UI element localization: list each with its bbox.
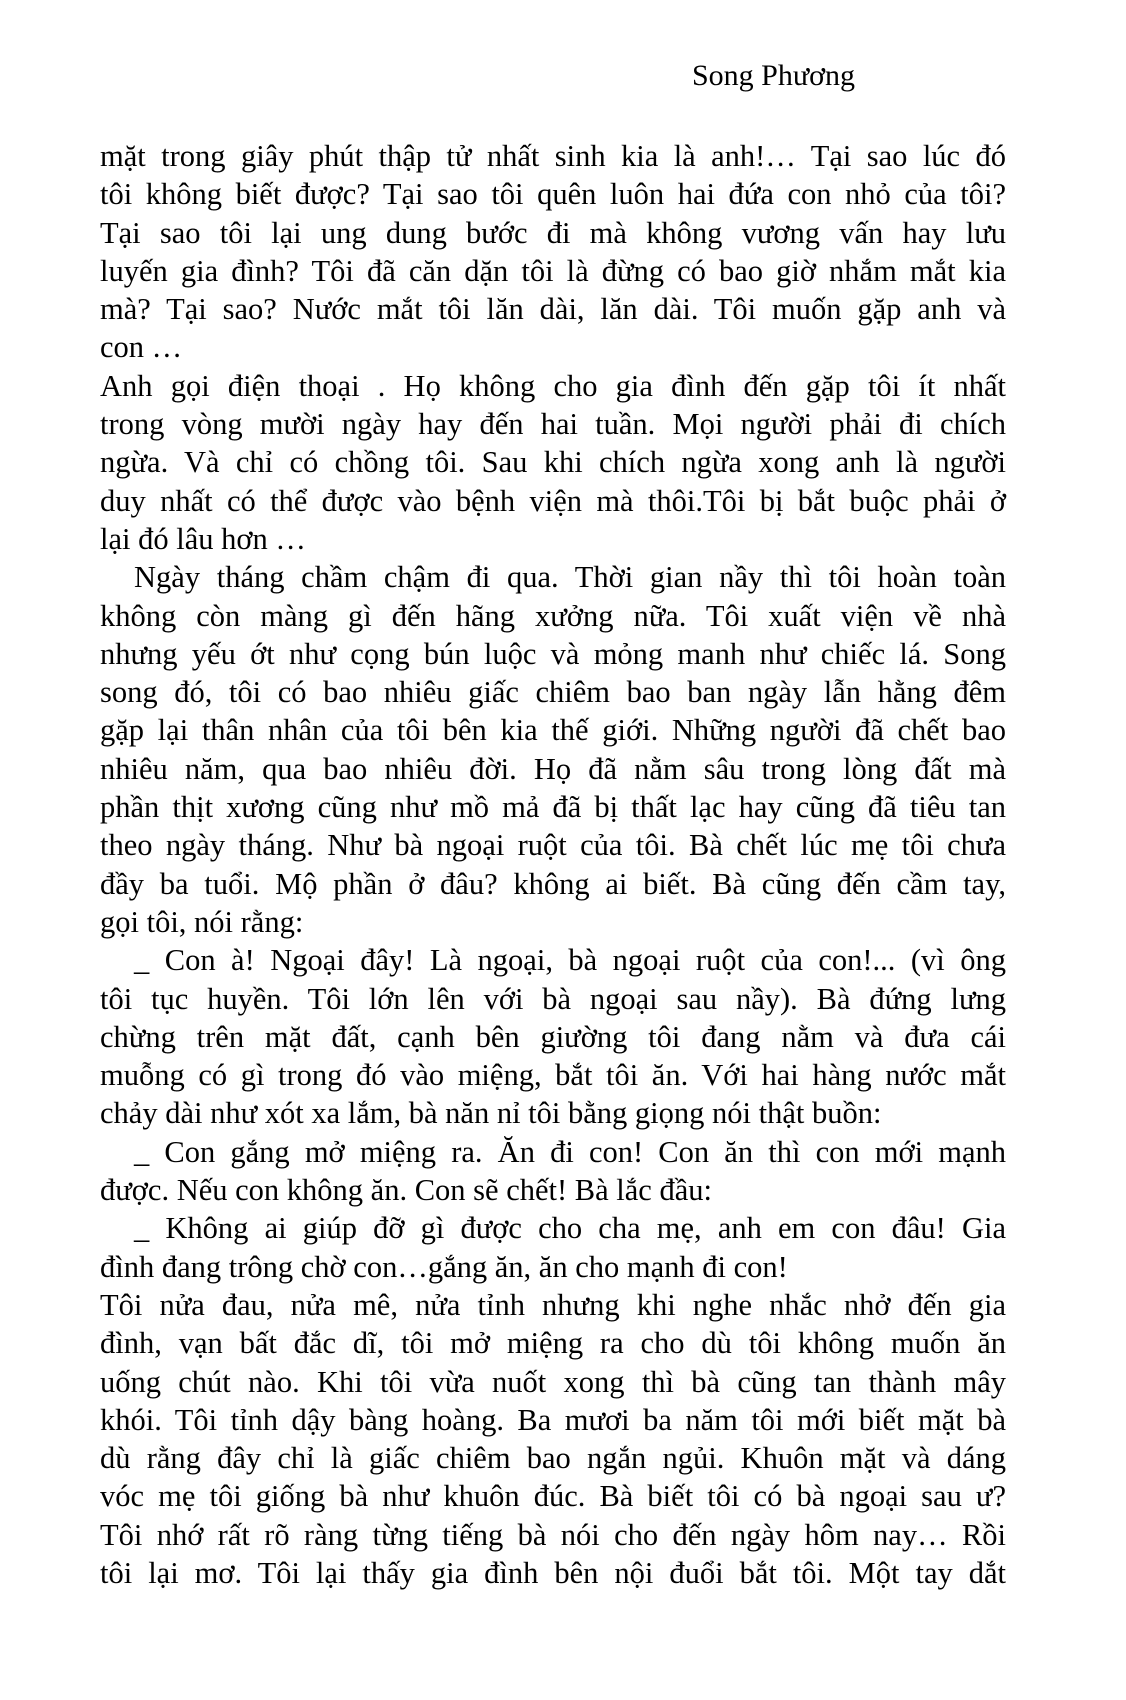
text-line: Tôi nhớ rất rõ ràng từng tiếng bà nói cho đến ngày hôm nay… Rồi <box>100 1517 1006 1552</box>
text-line: Anh gọi điện thoại . Họ không cho gia đình đến gặp tôi ít nhất <box>100 368 1006 403</box>
text-line: được. Nếu con không ăn. Con sẽ chết! Bà lắc đầu: <box>100 1173 712 1208</box>
text-line: mà? Tại sao? Nước mắt tôi lăn dài, lăn dài. Tôi muốn gặp anh và <box>100 292 1006 327</box>
text-line: chừng trên mặt đất, cạnh bên giường tôi đang nằm và đưa cái <box>100 1019 1006 1054</box>
running-header: Song Phương <box>692 59 855 92</box>
text-line: khói. Tôi tỉnh dậy bàng hoàng. Ba mươi ba năm tôi mới biết mặt bà <box>100 1402 1006 1437</box>
text-line: gặp lại thân nhân của tôi bên kia thế giới. Những người đã chết bao <box>100 713 1006 748</box>
text-line: lại đó lâu hơn … <box>100 521 306 556</box>
text-line: Tôi nửa đau, nửa mê, nửa tỉnh nhưng khi nghe nhắc nhở đến gia <box>100 1287 1006 1322</box>
text-line: nhiêu năm, qua bao nhiêu đời. Họ đã nằm sâu trong lòng đất mà <box>100 751 1006 786</box>
text-line: _ Không ai giúp đỡ gì được cho cha mẹ, anh em con đâu! Gia <box>134 1211 1006 1246</box>
text-line: _ Con gắng mở miệng ra. Ăn đi con! Con ăn thì con mới mạnh <box>134 1134 1006 1169</box>
text-line: Tại sao tôi lại ung dung bước đi mà không vương vấn hay lưu <box>100 215 1006 250</box>
body-text <box>100 137 1006 1592</box>
text-line: đình, vạn bất đắc dĩ, tôi mở miệng ra cho dù tôi không muốn ăn <box>100 1326 1006 1361</box>
text-line: nhưng yếu ớt như cọng bún luộc và mỏng manh như chiếc lá. Song <box>100 636 1006 671</box>
text-line: phần thịt xương cũng như mồ mả đã bị thất lạc hay cũng đã tiêu tan <box>100 790 1006 825</box>
text-line: ngừa. Và chỉ có chồng tôi. Sau khi chích ngừa xong anh là người <box>100 445 1006 480</box>
text-line: con … <box>100 330 183 365</box>
text-line: _ Con à! Ngoại đây! Là ngoại, bà ngoại ruột của con!... (vì ông <box>134 943 1006 978</box>
text-line: tôi không biết được? Tại sao tôi quên luôn hai đứa con nhỏ của tôi? <box>100 177 1006 212</box>
text-line: chảy dài như xót xa lắm, bà năn nỉ tôi bằng giọng nói thật buồn: <box>100 1096 882 1131</box>
text-line: uống chút nào. Khi tôi vừa nuốt xong thì bà cũng tan thành mây <box>100 1364 1006 1399</box>
text-line: trong vòng mười ngày hay đến hai tuần. Mọi người phải đi chích <box>100 407 1006 442</box>
text-line: muỗng có gì trong đó vào miệng, bắt tôi ăn. Với hai hàng nước mắt <box>100 1058 1006 1093</box>
text-line: tôi tục huyền. Tôi lớn lên với bà ngoại sau nầy). Bà đứng lưng <box>100 981 1006 1016</box>
text-line: dù rằng đây chỉ là giấc chiêm bao ngắn ngủi. Khuôn mặt và dáng <box>100 1441 1006 1476</box>
text-line: song đó, tôi có bao nhiêu giấc chiêm bao ban ngày lẫn hằng đêm <box>100 675 1006 710</box>
text-line: duy nhất có thể được vào bệnh viện mà thôi.Tôi bị bắt buộc phải ở <box>100 483 1006 518</box>
text-line: mặt trong giây phút thập tử nhất sinh kia là anh!… Tại sao lúc đó <box>100 139 1006 173</box>
text-line: vóc mẹ tôi giống bà như khuôn đúc. Bà biết tôi có bà ngoại sau ư? <box>100 1479 1006 1514</box>
text-line: đầy ba tuổi. Mộ phần ở đâu? không ai biết. Bà cũng đến cầm tay, <box>100 866 1006 901</box>
text-line: luyến gia đình? Tôi đã căn dặn tôi là đừng có bao giờ nhắm mắt kia <box>100 253 1006 288</box>
text-line: đình đang trông chờ con…gắng ăn, ăn cho mạnh đi con! <box>100 1249 788 1284</box>
text-line: theo ngày tháng. Như bà ngoại ruột của tôi. Bà chết lúc mẹ tôi chưa <box>100 828 1006 863</box>
text-line: gọi tôi, nói rằng: <box>100 904 304 939</box>
text-line: tôi lại mơ. Tôi lại thấy gia đình bên nội đuổi bắt tôi. Một tay dắt <box>100 1555 1006 1590</box>
text-line: Ngày tháng chầm chậm đi qua. Thời gian nầy thì tôi hoàn toàn <box>134 560 1006 595</box>
text-line: không còn màng gì đến hãng xưởng nữa. Tôi xuất viện về nhà <box>100 598 1006 633</box>
